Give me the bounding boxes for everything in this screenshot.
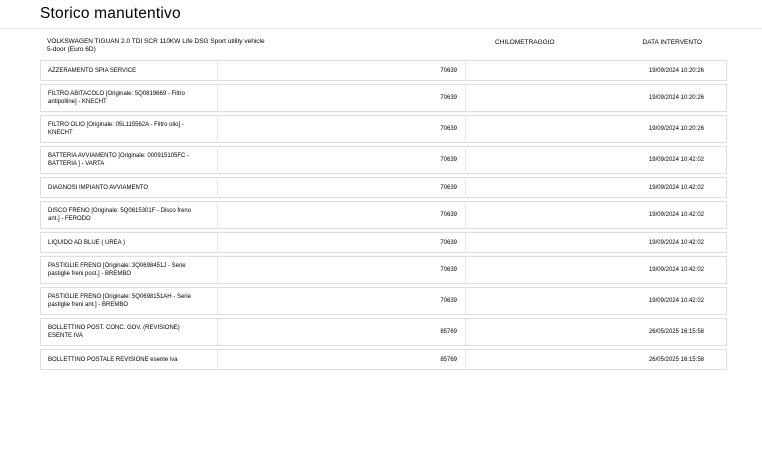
maintenance-description: LIQUIDO AD BLUE ( UREA ) [41,233,218,252]
maintenance-description: BATTERIA AVVIAMENTO [Originale: 000915105FC - BATTERIA ] - VARTA [41,147,218,173]
table-row [40,84,727,112]
intervention-date: 19/09/2024 10:42:02 [648,267,704,273]
maintenance-description: FILTRO OLIO [Originale: 05L115562A - Filtro olio] - KNECHT [41,116,218,142]
maintenance-description: FILTRO ABITACOLO [Originale: 5Q0819669 - Filtro antipolline] - KNECHT [41,85,218,111]
mileage-value: 70639 [218,116,466,142]
maintenance-description: PASTIGLIE FRENO [Originale: 3Q0698451J - Serie pastiglie freni post.] - BREMBO [41,257,218,283]
vehicle-description: VOLKSWAGEN TIGUAN 2.0 TDI SCR 110KW Life DSG Sport utility vehicle 5-door (Euro 6D) [47,38,265,53]
page-title: Storico manutentivo [40,5,181,22]
column-header-mileage: CHILOMETRAGGIO [495,39,555,46]
intervention-date: 19/09/2024 10:20:26 [648,95,704,101]
maintenance-description: PASTIGLIE FRENO [Originale: 5Q0698151AH - Serie pastiglie freni ant.] - BREMBO [41,288,218,314]
table-row [40,115,727,143]
table-row [40,60,727,81]
mileage-value: 70639 [218,178,466,197]
mileage-value: 70639 [218,61,466,80]
intervention-date: 19/09/2024 10:20:26 [648,126,704,132]
maintenance-description: DIAGNOSI IMPIANTO AVVIAMENTO [41,178,218,197]
intervention-date: 19/09/2024 10:20:26 [648,67,704,74]
maintenance-table [40,36,727,373]
mileage-value: 70639 [218,288,466,314]
intervention-date: 19/09/2024 10:42:02 [648,298,704,304]
mileage-value: 70639 [218,202,466,228]
maintenance-description: BOLLETTINO POSTALE REVISIONE esente iva [41,350,218,369]
maintenance-description: BOLLETTINO POST. CONC. GOV. (REVISIONE) ESENTE IVA [41,319,218,345]
table-row [40,201,727,229]
table-header [40,36,727,60]
table-row [40,287,727,315]
table-row [40,146,727,174]
intervention-date: 19/09/2024 10:42:02 [648,157,704,163]
intervention-date: 19/09/2024 10:42:02 [648,212,704,218]
intervention-date: 19/09/2024 10:42:02 [648,184,704,191]
mileage-value: 70639 [218,257,466,283]
mileage-value: 85769 [218,350,466,369]
table-row [40,318,727,346]
table-row [40,177,727,198]
title-separator [0,28,762,29]
table-row [40,349,727,370]
mileage-value: 70639 [218,85,466,111]
intervention-date: 19/09/2024 10:42:02 [648,239,704,246]
mileage-value: 70639 [218,233,466,252]
maintenance-description: DISCO FRENO [Originale: 5Q0615301F - Disco freno ant.] - FERODO [41,202,218,228]
column-header-date: DATA INTERVENTO [642,39,702,46]
mileage-value: 85769 [218,319,466,345]
intervention-date: 26/05/2025 16:15:58 [648,329,704,335]
mileage-value: 70639 [218,147,466,173]
intervention-date: 26/05/2025 16:15:58 [648,356,704,363]
maintenance-table-body [40,60,727,370]
table-row [40,232,727,253]
maintenance-description: AZZERAMENTO SPIA SERVICE [41,61,218,80]
table-row [40,256,727,284]
